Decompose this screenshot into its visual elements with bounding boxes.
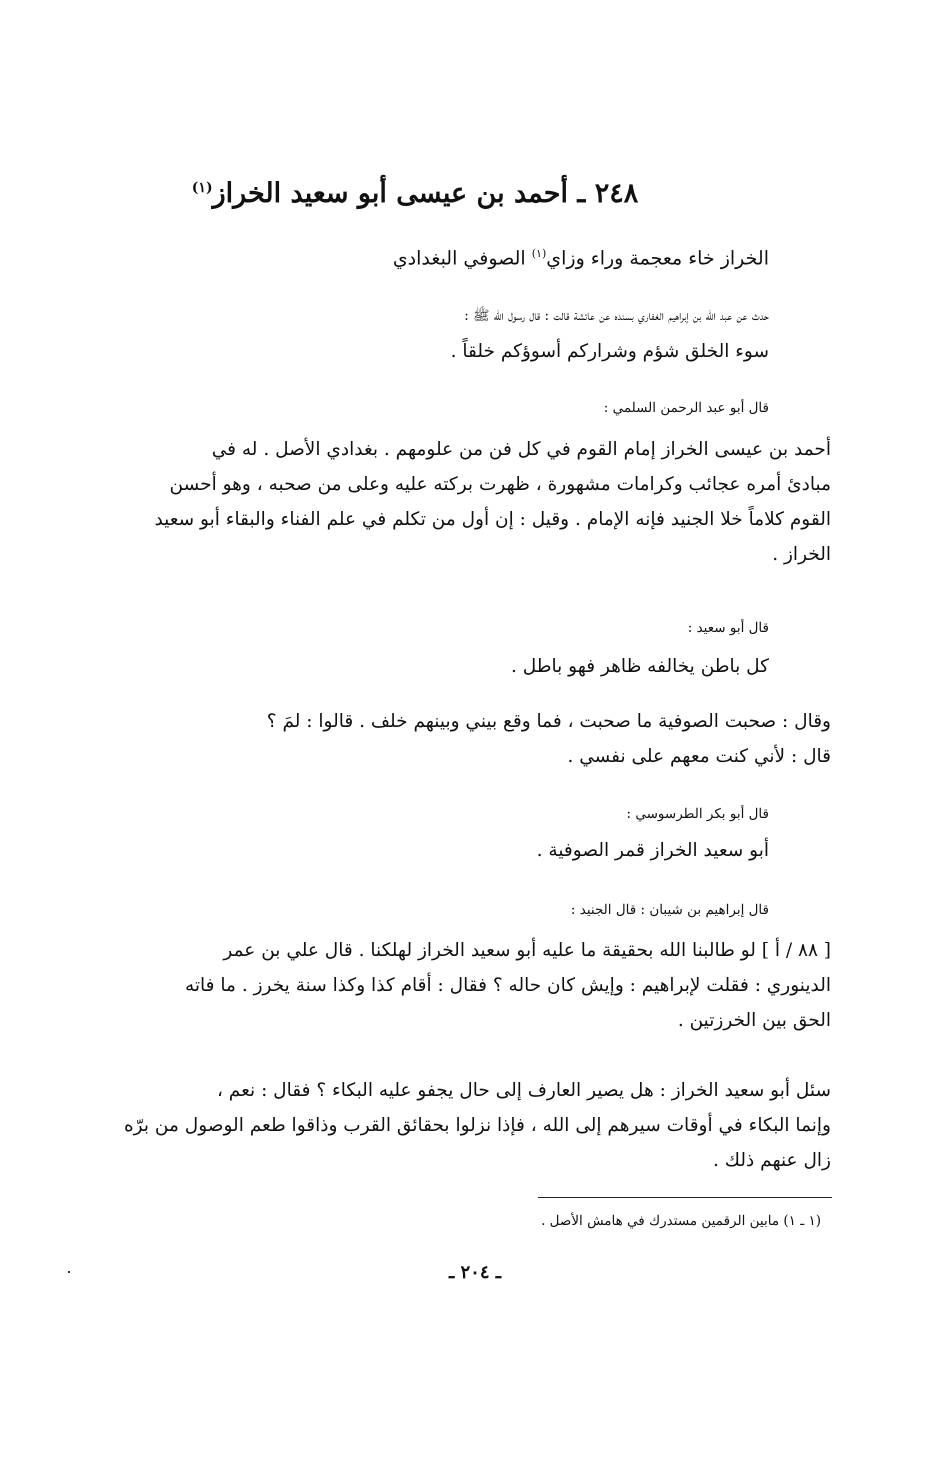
tarsusi-saying: أبو سعيد الخراز قمر الصوفية . xyxy=(536,840,769,861)
footnote-marker: (١) xyxy=(531,247,547,260)
entry-subtitle xyxy=(393,247,769,269)
question-paragraph xyxy=(116,1073,831,1178)
paragraph-line: الدينوري : فقلت لإبراهيم : وإيش كان حاله ؟ فقال : أقام كذا وكذا سنة يخرز . ما فاته xyxy=(184,975,831,996)
paragraph-line: [ ٨٨ / أ ] لو طالبنا الله بحقيقة ما عليه أبو سعيد الخراز لهلكنا . قال علي بن عمر xyxy=(223,940,831,961)
isnad-line: حدث عن عبد الله بن إبراهيم الغفاري بسنده عن عائشة قالت : قال رسول الله ﷺ : xyxy=(464,308,769,324)
entry-title-text: ٢٤٨ ـ أحمد بن عيسى أبو سعيد الخراز xyxy=(212,178,639,209)
footnote-text: (١ ـ ١) مابين الرقمين مستدرك في هامش الأصل . xyxy=(541,1213,821,1229)
abu-said-saying: كل باطن يخالفه ظاهر فهو باطل . xyxy=(511,656,769,677)
scan-speck xyxy=(68,1271,70,1273)
page-number: ـ ٢٠٤ ـ xyxy=(448,1262,502,1283)
paragraph-line: الخراز . xyxy=(772,544,831,565)
footnote-divider xyxy=(538,1197,832,1198)
sufi-paragraph xyxy=(116,704,831,774)
footnote-marker: (١) xyxy=(191,180,213,196)
subtitle-part-a: الخراز خاء معجمة وراء وزاي xyxy=(546,247,769,270)
paragraph-line: مبادئ أمره عجائب وكرامات مشهورة ، ظهرت بركته عليه وعلى من صحبه ، وهو أحسن xyxy=(169,474,831,495)
entry-title xyxy=(150,178,680,209)
subtitle-part-b: الصوفي البغدادي xyxy=(392,247,532,270)
paragraph-line: الحق بين الخرزتين . xyxy=(677,1010,831,1031)
paragraph-line: سئل أبو سعيد الخراز : هل يصير العارف إلى حال يجفو عليه البكاء ؟ فقال : نعم ، xyxy=(216,1080,831,1101)
paragraph-line: أحمد بن عيسى الخراز إمام القوم في كل فن من علومهم . بغدادي الأصل . له في xyxy=(211,439,831,460)
hadith-text: سوء الخلق شؤم وشراركم أسوؤكم خلقاً . xyxy=(450,341,769,362)
sulami-intro: قال أبو عبد الرحمن السلمي : xyxy=(603,400,769,416)
ibn-shayban-intro: قال إبراهيم بن شيبان : قال الجنيد : xyxy=(570,902,769,918)
paragraph-line: وإنما البكاء في أوقات سيرهم إلى الله ، فإذا نزلوا بحقائق القرب وذاقوا طعم الوصول من برّه xyxy=(123,1115,831,1136)
paragraph-line: قال : لأني كنت معهم على نفسي . xyxy=(567,746,831,767)
paragraph-line: القوم كلاماً خلا الجنيد فإنه الإمام . وقيل : إن أول من تكلم في علم الفناء والبقاء أبو سعيد xyxy=(154,509,831,530)
paragraph-line: زال عنهم ذلك . xyxy=(713,1150,831,1171)
abu-said-intro: قال أبو سعيد : xyxy=(687,620,769,636)
junayd-paragraph xyxy=(116,933,831,1038)
tarsusi-intro: قال أبو بكر الطرسوسي : xyxy=(626,806,769,822)
sulami-paragraph xyxy=(116,432,831,572)
paragraph-line: وقال : صحبت الصوفية ما صحبت ، فما وقع بيني وبينهم خلف . قالوا : لمَ ؟ xyxy=(266,711,831,732)
